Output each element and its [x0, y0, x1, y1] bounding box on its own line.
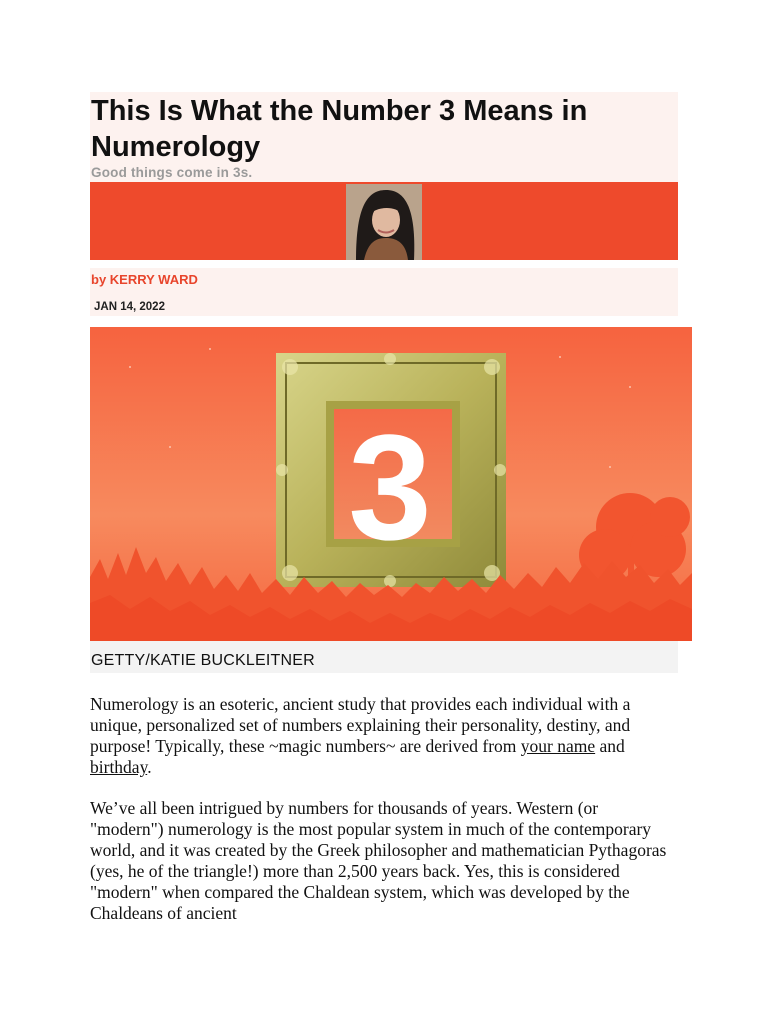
author-avatar [346, 184, 422, 260]
hero-image [90, 327, 692, 641]
paragraph-1-text-a: Numerology is an esoteric, ancient study that provides each individual with a unique, personalized set of numbers explaining their personality, destiny, and purpose! Typically, these ~magic numbers~ are derived from [90, 694, 631, 756]
publish-date: JAN 14, 2022 [94, 301, 165, 313]
image-credit: GETTY/KATIE BUCKLEITNER [91, 652, 315, 669]
hero-number: 3 [348, 403, 432, 571]
article-title: This Is What the Number 3 Means in Numerology [91, 95, 588, 163]
article-subtitle: Good things come in 3s. [91, 165, 253, 180]
paragraph-2: We’ve all been intrigued by numbers for thousands of years. Western (or "modern") numerology is the most popular system in much of the contemporary world, and it was created by the Greek philosopher and mathematician Pythagoras (yes, he of the triangle!) more than 2,500 years back. Yes, this is considered "modern" when compared the Chaldean system, which was developed by the Chaldeans of ancient [90, 798, 667, 923]
birthday-link[interactable]: birthday [90, 757, 148, 777]
paragraph-1-text-mid: and [595, 736, 625, 756]
your-name-link[interactable]: your name [520, 736, 596, 756]
paragraph-1 [90, 694, 670, 778]
author-byline[interactable]: by KERRY WARD [91, 272, 198, 287]
paragraph-1-text-end: . [147, 757, 152, 777]
